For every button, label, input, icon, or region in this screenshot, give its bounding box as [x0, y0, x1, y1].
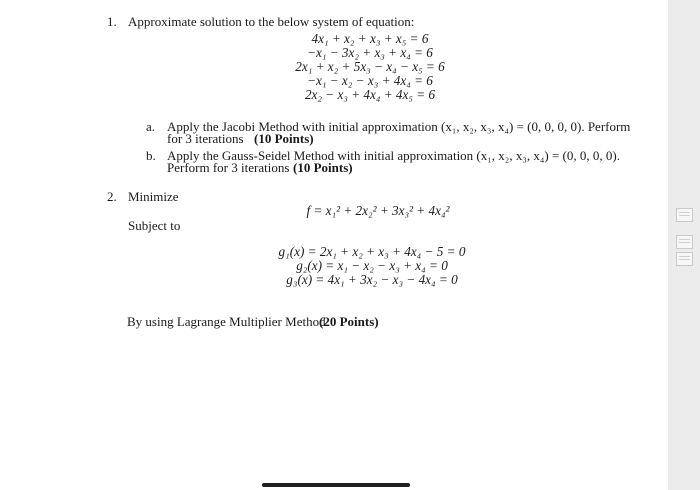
q1-prompt: Approximate solution to the below system of equation: [128, 14, 415, 29]
q1a-label: a. [146, 119, 156, 134]
q2-objective: f = x₁² + 2x₂² + 3x₃² + 4x₄² [306, 203, 450, 218]
q2-constraint-3: g₃(x) = 4x₁ + 3x₂ − x₃ − 4x₄ = 0 [286, 272, 458, 287]
q1-equation-4: −x₁ − x₂ − x₃ + 4x₄ = 6 [307, 73, 433, 88]
page-thumbnail-3[interactable] [676, 252, 693, 266]
q2-points: (20 Points) [319, 314, 379, 329]
q2-minimize-label: Minimize [128, 189, 179, 204]
q2-subject-label: Subject to [128, 218, 181, 233]
q1b-points: (10 Points) [293, 160, 353, 175]
home-indicator-bar[interactable] [262, 483, 410, 487]
q2-number: 2. [107, 189, 117, 204]
q1a-text-line1: Apply the Jacobi Method with initial approximation (x₁, x₂, x₃, x₄) = (0, 0, 0, 0). Perform [167, 119, 631, 134]
q1b-text-line2: Perform for 3 iterations [167, 160, 290, 175]
page-thumbnail-1[interactable] [676, 208, 693, 222]
q2-constraint-2: g₂(x) = x₁ − x₂ − x₃ + x₄ = 0 [296, 258, 448, 273]
q1-equation-3: 2x₁ + x₂ + 5x₃ − x₄ − x₅ = 6 [295, 59, 445, 74]
q1-equation-5: 2x₂ − x₃ + 4x₄ + 4x₅ = 6 [304, 87, 436, 102]
q1b-label: b. [146, 148, 156, 163]
q1-equation-2: −x₁ − 3x₂ + x₃ + x₄ = 6 [307, 45, 433, 60]
q1-equation-1: 4x₁ + x₂ + x₃ + x₅ = 6 [311, 31, 429, 46]
page-thumbnail-2[interactable] [676, 235, 693, 249]
q1a-text-line2: for 3 iterations [167, 131, 244, 146]
q1-number: 1. [107, 14, 117, 29]
q2-method: By using Lagrange Multiplier Method [127, 314, 326, 329]
q1a-points: (10 Points) [254, 131, 314, 146]
q2-constraint-1: g₁(x) = 2x₁ + x₂ + x₃ + 4x₄ − 5 = 0 [278, 244, 466, 259]
q1b-text-line1: Apply the Gauss-Seidel Method with initial approximation (x₁, x₂, x₃, x₄) = (0, 0, 0, 0). [167, 148, 620, 163]
